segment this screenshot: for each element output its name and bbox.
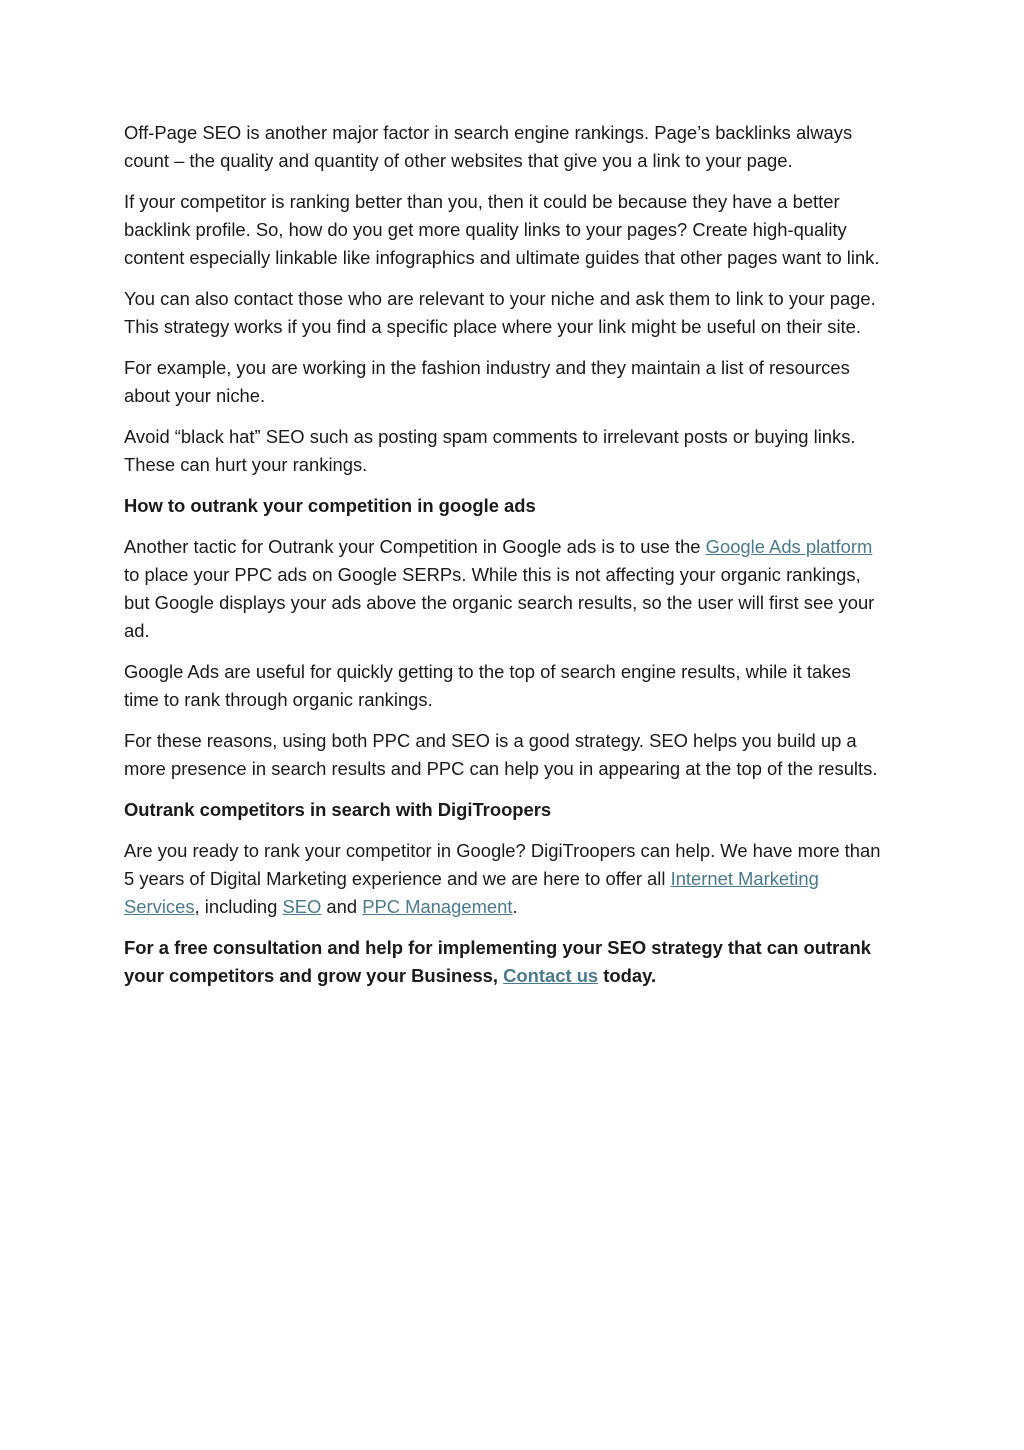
contact-us-link[interactable]: Contact us — [503, 965, 599, 986]
paragraph-black-hat: Avoid “black hat” SEO such as posting spam comments to irrelevant posts or buying links. These can hurt your rankings. — [124, 426, 856, 475]
paragraph-digitroopers-offer — [124, 837, 886, 921]
google-ads-platform-link[interactable]: Google Ads platform — [705, 536, 873, 557]
paragraph-google-ads-tactic — [124, 533, 886, 645]
text-segment: , including — [194, 896, 283, 917]
text-segment: and — [321, 896, 363, 917]
text-segment: Another tactic for Outrank your Competition in Google ads is to use the — [124, 536, 706, 557]
internet-marketing-services-link[interactable]: Internet Marketing Services — [124, 868, 819, 917]
text-segment: . — [512, 896, 518, 917]
ppc-management-link[interactable]: PPC Management — [362, 896, 513, 917]
paragraph-call-to-action — [124, 934, 886, 990]
paragraph-ppc-seo-strategy: For these reasons, using both PPC and SEO is a good strategy. SEO helps you build up a more presence in search results and PPC can help you in appearing at the top of the results. — [124, 730, 878, 779]
text-segment: For a free consultation and help for implementing your SEO strategy that can outrank your competitors and grow your Business, — [124, 937, 871, 986]
paragraph-offpage-seo: Off-Page SEO is another major factor in search engine rankings. Page’s backlinks always count – the quality and quantity of other websites that give you a link to your page. — [124, 122, 853, 171]
paragraph-google-ads-useful: Google Ads are useful for quickly getting to the top of search engine results, while it takes time to rank through organic rankings. — [124, 661, 851, 710]
document-body — [124, 119, 886, 1003]
paragraph-contact-niche: You can also contact those who are relevant to your niche and ask them to link to your page. This strategy works if you find a specific place where your link might be useful on their site. — [124, 288, 876, 337]
heading-digitroopers: Outrank competitors in search with DigiTroopers — [124, 799, 552, 820]
heading-google-ads: How to outrank your competition in google ads — [124, 495, 536, 516]
paragraph-competitor-backlinks: If your competitor is ranking better than you, then it could be because they have a better backlink profile. So, how do you get more quality links to your pages? Create high-quality content especially linkable like infographics and ultimate guides that other pages want to link. — [124, 191, 880, 268]
paragraph-fashion-example: For example, you are working in the fashion industry and they maintain a list of resources about your niche. — [124, 357, 850, 406]
seo-link[interactable]: SEO — [282, 896, 322, 917]
text-segment: Are you ready to rank your competitor in Google? DigiTroopers can help. We have more than 5 years of Digital Marketing experience and we are here to offer all — [124, 840, 881, 889]
text-segment: today. — [598, 965, 657, 986]
text-segment: to place your PPC ads on Google SERPs. While this is not affecting your organic rankings, but Google displays your ads above the organic search results, so the user will first see your ad. — [124, 564, 875, 641]
